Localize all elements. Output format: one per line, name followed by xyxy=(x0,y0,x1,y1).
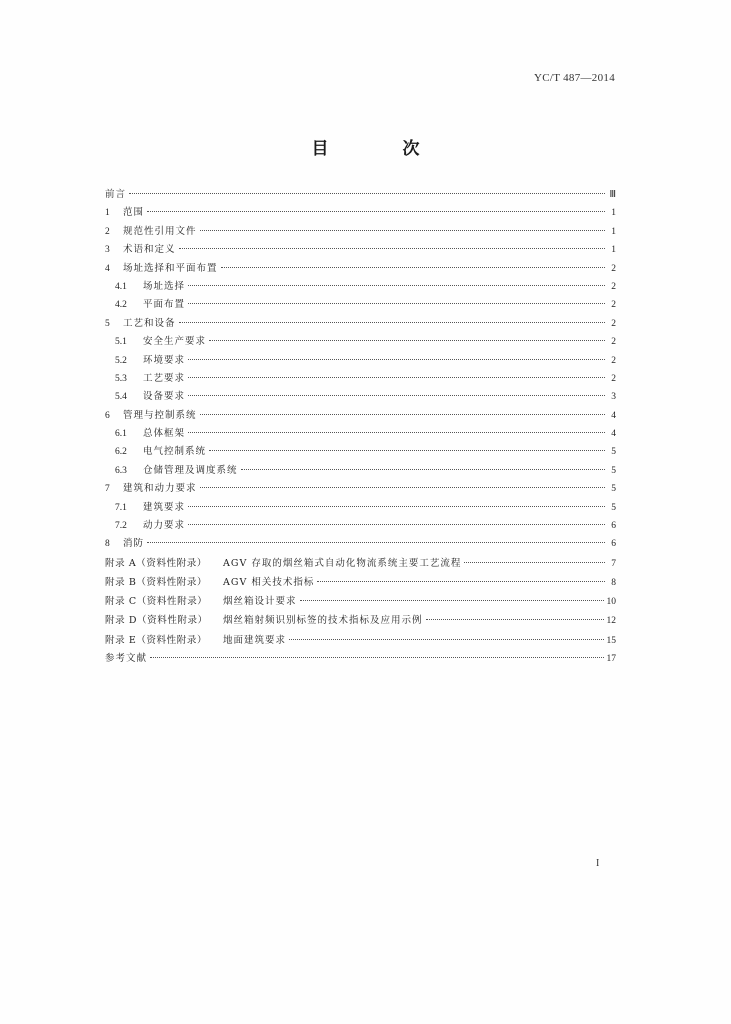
dot-leader xyxy=(464,562,605,563)
dot-leader xyxy=(129,193,605,194)
toc-entry-number: 5.1 xyxy=(115,337,127,348)
toc-entry-number: 3 xyxy=(105,245,110,256)
toc-entry-title: 平面布置 xyxy=(143,299,186,311)
toc-entry xyxy=(105,204,616,222)
toc-entry-page: 2 xyxy=(611,300,616,311)
toc-entry xyxy=(105,388,616,406)
standard-number: YC/T 487—2014 xyxy=(533,72,615,84)
dot-leader xyxy=(200,414,605,415)
toc-entry-page: 7 xyxy=(611,558,616,569)
toc-entry xyxy=(105,517,616,535)
dot-leader xyxy=(209,340,605,341)
toc-entry-page: 1 xyxy=(611,245,616,256)
toc-entry-page: 5 xyxy=(611,465,616,476)
dot-leader xyxy=(147,542,605,543)
toc-entry-page: 2 xyxy=(611,281,616,292)
dot-leader xyxy=(188,524,605,525)
toc-entry-number: 5 xyxy=(105,318,110,329)
dot-leader xyxy=(200,487,605,488)
toc-entry-number: 5.3 xyxy=(115,373,127,384)
dot-leader xyxy=(221,267,605,268)
toc-entry-title: 消防 xyxy=(123,538,145,550)
table-of-contents xyxy=(105,186,616,668)
toc-entry xyxy=(105,631,616,650)
toc-entry-title: 安全生产要求 xyxy=(143,336,207,348)
toc-entry-page: 1 xyxy=(611,208,616,219)
toc-entry xyxy=(105,352,616,370)
toc-entry-number: 6 xyxy=(105,410,110,421)
toc-entry-page: 1 xyxy=(611,226,616,237)
toc-entry-number: 7.1 xyxy=(115,502,127,513)
toc-entry-title: 电气控制系统 xyxy=(143,446,207,458)
toc-entry-page: 2 xyxy=(611,318,616,329)
toc-entry xyxy=(105,573,616,592)
toc-entry-number: 6.2 xyxy=(115,447,127,458)
toc-entry xyxy=(105,370,616,388)
toc-entry-title: 规范性引用文件 xyxy=(123,225,197,237)
toc-entry-page: 2 xyxy=(611,355,616,366)
dot-leader xyxy=(289,639,603,640)
dot-leader xyxy=(188,506,605,507)
toc-entry xyxy=(105,333,616,351)
toc-entry-page: 5 xyxy=(611,502,616,513)
toc-entry-title: 参考文献 xyxy=(105,652,148,664)
toc-entry xyxy=(105,480,616,498)
toc-entry xyxy=(105,554,616,573)
toc-entry-title: 术语和定义 xyxy=(123,244,176,256)
page-title: 目 次 xyxy=(311,139,454,159)
dot-leader xyxy=(300,600,604,601)
toc-entry-page: 15 xyxy=(606,635,616,646)
toc-entry-title: 建筑要求 xyxy=(143,501,186,513)
toc-entry-page: 5 xyxy=(611,447,616,458)
toc-entry-page: 2 xyxy=(611,373,616,384)
dot-leader xyxy=(317,581,605,582)
toc-entry-title: 地面建筑要求 xyxy=(223,634,287,646)
toc-entry-page: 10 xyxy=(606,597,616,608)
toc-entry xyxy=(105,260,616,278)
toc-entry xyxy=(105,241,616,259)
toc-entry xyxy=(105,315,616,333)
page-number: I xyxy=(596,858,600,869)
toc-entry-title: 范围 xyxy=(123,207,145,219)
toc-entry xyxy=(105,296,616,314)
toc-entry-number: 7 xyxy=(105,484,110,495)
toc-entry xyxy=(105,499,616,517)
toc-entry-number: 7.2 xyxy=(115,521,127,532)
toc-entry-title: 建筑和动力要求 xyxy=(123,483,197,495)
toc-annex-label: 附录 B（资料性附录） xyxy=(105,577,208,588)
toc-entry-number: 5.4 xyxy=(115,392,127,403)
toc-entry-title: 场址选择和平面布置 xyxy=(123,262,218,274)
toc-entry-title: 环境要求 xyxy=(143,354,186,366)
toc-entry-number: 8 xyxy=(105,539,110,550)
toc-entry-title: 设备要求 xyxy=(143,391,186,403)
toc-entry-title: AGV 存取的烟丝箱式自动化物流系统主要工艺流程 xyxy=(223,557,462,569)
dot-leader xyxy=(179,322,605,323)
toc-entry-page: 2 xyxy=(611,263,616,274)
dot-leader xyxy=(426,619,604,620)
toc-entry xyxy=(105,425,616,443)
toc-entry xyxy=(105,535,616,553)
toc-annex-label: 附录 D（资料性附录） xyxy=(105,615,208,627)
dot-leader xyxy=(188,377,605,378)
toc-entry-number: 6.1 xyxy=(115,429,127,440)
toc-entry-number: 4 xyxy=(105,263,110,274)
toc-entry-page: 4 xyxy=(611,410,616,421)
toc-entry-title: AGV 相关技术指标 xyxy=(223,577,315,588)
dot-leader xyxy=(209,450,605,451)
toc-entry xyxy=(105,443,616,461)
toc-entry-title: 工艺和设备 xyxy=(123,317,176,329)
toc-entry xyxy=(105,611,616,630)
toc-entry xyxy=(105,407,616,425)
toc-entry-title: 管理与控制系统 xyxy=(123,409,197,421)
toc-entry xyxy=(105,186,616,204)
toc-entry-page: 12 xyxy=(606,616,616,627)
toc-entry-page: 3 xyxy=(611,392,616,403)
dot-leader xyxy=(147,211,605,212)
toc-entry-title: 场址选择 xyxy=(143,280,186,292)
toc-entry-number: 5.2 xyxy=(115,355,127,366)
toc-entry-page: 2 xyxy=(611,337,616,348)
toc-entry-title: 仓储管理及调度系统 xyxy=(143,464,238,476)
dot-leader xyxy=(179,248,605,249)
toc-entry-page: 4 xyxy=(611,429,616,440)
toc-entry xyxy=(105,592,616,611)
toc-entry-page: 6 xyxy=(611,521,616,532)
toc-annex-label: 附录 A（资料性附录） xyxy=(105,557,207,569)
toc-entry-title: 烟丝箱设计要求 xyxy=(223,596,297,608)
toc-entry-number: 2 xyxy=(105,226,110,237)
dot-leader xyxy=(188,395,605,396)
dot-leader xyxy=(188,359,605,360)
toc-entry xyxy=(105,650,616,668)
dot-leader xyxy=(188,303,605,304)
toc-entry-title: 烟丝箱射频识别标签的技术指标及应用示例 xyxy=(223,615,423,627)
toc-entry-number: 6.3 xyxy=(115,465,127,476)
toc-entry-page: 8 xyxy=(611,578,616,588)
toc-entry-page: Ⅲ xyxy=(609,190,616,200)
toc-entry-title: 总体框架 xyxy=(143,428,186,440)
toc-entry-title: 前言 xyxy=(105,189,127,200)
toc-entry-title: 动力要求 xyxy=(143,520,186,532)
toc-entry xyxy=(105,462,616,480)
dot-leader xyxy=(188,285,605,286)
toc-entry-number: 1 xyxy=(105,208,110,219)
toc-annex-label: 附录 C（资料性附录） xyxy=(105,596,208,608)
toc-entry-number: 4.2 xyxy=(115,300,127,311)
toc-entry-page: 17 xyxy=(606,653,616,664)
toc-entry xyxy=(105,278,616,296)
dot-leader xyxy=(200,230,605,231)
toc-annex-label: 附录 E（资料性附录） xyxy=(105,634,208,646)
toc-entry-number: 4.1 xyxy=(115,281,127,292)
dot-leader xyxy=(188,432,605,433)
toc-entry xyxy=(105,223,616,241)
dot-leader xyxy=(241,469,605,470)
dot-leader xyxy=(150,657,603,658)
toc-entry-page: 5 xyxy=(611,484,616,495)
toc-entry-title: 工艺要求 xyxy=(143,372,186,384)
toc-entry-page: 6 xyxy=(611,539,616,550)
